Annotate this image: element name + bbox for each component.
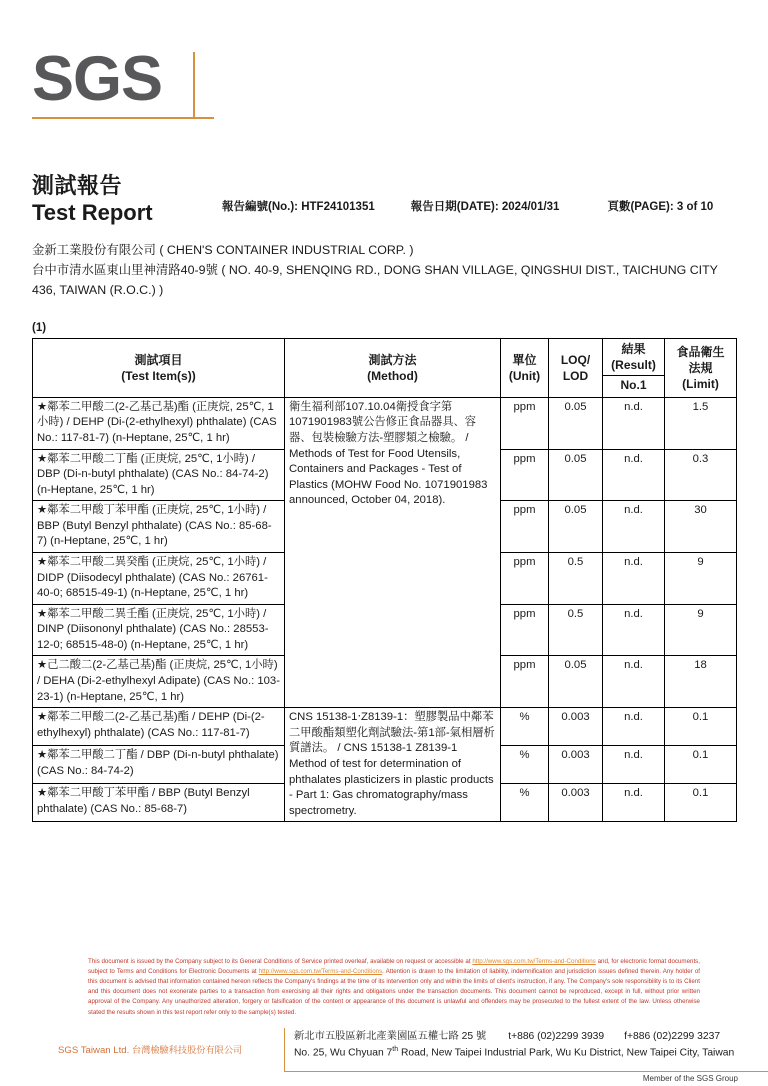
- footer-address-line-cn: [294, 1029, 744, 1045]
- cell-result: n.d.: [603, 656, 665, 708]
- report-page-value: 3 of 10: [676, 201, 714, 213]
- header-loq-line2: LOD: [562, 368, 589, 383]
- table-row: [33, 708, 737, 746]
- header-result-sample-no: No.1: [620, 378, 647, 393]
- cell-limit: 0.1: [665, 746, 737, 784]
- report-number-value: HTF24101351: [301, 201, 375, 213]
- report-date-label: 報告日期(DATE):: [410, 201, 502, 213]
- footer-address-en-pre: No. 25, Wu Chyuan 7: [294, 1047, 393, 1059]
- report-date-value: 2024/01/31: [501, 201, 560, 213]
- cell-test-item: ★鄰苯二甲酸丁苯甲酯 (正庚烷, 25℃, 1小時) / BBP (Butyl Benzyl phthalate) (CAS No.: 85-68-7) (n-Heptane, 25℃, 1 hr): [33, 501, 285, 553]
- footer-address-line-en: [294, 1045, 744, 1061]
- cell-test-item: ★鄰苯二甲酸二丁酯 / DBP (Di-n-butyl phthalate) (CAS No.: 84-74-2): [33, 746, 285, 784]
- table-body: [33, 397, 737, 821]
- cell-limit: 0.3: [665, 449, 737, 501]
- header-limit-en: (Limit): [682, 376, 719, 391]
- cell-result: n.d.: [603, 784, 665, 822]
- header-result-en: (Result): [611, 357, 656, 372]
- cell-unit: ppm: [501, 656, 549, 708]
- cell-loq: 0.5: [549, 604, 603, 656]
- footer-vertical-rule: [284, 1028, 285, 1072]
- cell-loq: 0.003: [549, 784, 603, 822]
- client-address: 台中市清水區東山里神清路40-9號 ( NO. 40-9, SHENQING RD., DONG SHAN VILLAGE, QINGSHUI DIST., TAICHUNG CITY 436, TAIWAN (R.O.C.) ): [32, 263, 718, 298]
- cell-test-item: ★鄰苯二甲酸二異壬酯 (正庚烷, 25℃, 1小時) / DINP (Diisononyl phthalate) (CAS No.: 28553-12-0; 68515-48-0) (n-Heptane, 25℃, 1 hr): [33, 604, 285, 656]
- section-label: (1): [32, 322, 47, 334]
- footer-company-cn: 台灣檢驗科技股份有限公司: [131, 1045, 243, 1055]
- cell-result: n.d.: [603, 397, 665, 449]
- report-page: [607, 198, 713, 214]
- cell-loq: 0.05: [549, 656, 603, 708]
- cell-loq: 0.003: [549, 746, 603, 784]
- header-unit-cn: 單位: [512, 352, 537, 367]
- cell-unit: ppm: [501, 604, 549, 656]
- footer-address-cn: 新北市五股區新北產業園區五權七路 25 號: [294, 1031, 487, 1042]
- report-date: [411, 198, 560, 214]
- disclaimer-part-2: and, for electronic format documents, subject to Terms and Conditions for Electronic Documents at: [88, 958, 700, 976]
- footer-address-block: [294, 1029, 744, 1061]
- footer-address-ordinal: th: [392, 1045, 399, 1053]
- footer-member-note: Member of the SGS Group: [642, 1074, 738, 1083]
- client-info: [32, 240, 738, 300]
- header-method-cn: 測試方法: [368, 352, 417, 367]
- cell-loq: 0.003: [549, 708, 603, 746]
- cell-limit: 30: [665, 501, 737, 553]
- cell-method-group-1: 衛生福利部107.10.04衛授食字第1071901983號公告修正食品器具、容器、包裝檢驗方法-塑膠類之檢驗。 / Methods of Test for Food Utensils, Containers and Packages - Test of Plastics (MOHW Food No. 1071901983 announced, October 04, 2018).: [285, 397, 501, 707]
- cell-test-item: ★鄰苯二甲酸丁苯甲酯 / BBP (Butyl Benzyl phthalate) (CAS No.: 85-68-7): [33, 784, 285, 822]
- cell-unit: %: [501, 708, 549, 746]
- footer-address-en-post: Road, New Taipei Industrial Park, Wu Ku District, New Taipei City, Taiwan: [398, 1047, 735, 1059]
- header-limit-cn2: 法規: [688, 360, 713, 375]
- report-number: [222, 198, 375, 214]
- footer-company-name: [58, 1042, 242, 1056]
- logo-vertical-rule: [193, 52, 195, 119]
- footer-fax: f+886 (02)2299 3237: [624, 1031, 721, 1042]
- cell-result: n.d.: [603, 708, 665, 746]
- logo-horizontal-rule: [32, 117, 214, 119]
- cell-result: n.d.: [603, 604, 665, 656]
- cell-limit: 18: [665, 656, 737, 708]
- cell-limit: 0.1: [665, 708, 737, 746]
- cell-method-group-2: CNS 15138-1‧Z8139-1：塑膠製品中鄰苯二甲酸酯類塑化劑試驗法-第1部-氣相層析質譜法。 / CNS 15138-1 Z8139-1 Method of test for determination of phthalates plasticizers in plastic products - Part 1: Gas chromatography/mass spectrometry.: [285, 708, 501, 822]
- page-footer: [32, 1028, 738, 1082]
- disclaimer-part-3: . Attention is drawn to the limitation of liability, indemnification and jurisdiction issues defined therein. Any holder of this document is advised that information contained hereon reflects the Company's findings at the time of its intervention only and within the limits of client's instruction, if any. The Company's sole responsibility is to its Client and this document does not exonerate parties to a transaction from exercising all their rights and obligations under the transaction documents. This document cannot be reproduced, except in full, without prior written approval of the Company. Any unauthorized alteration, forgery or falsification of the content or appearance of this document is unlawful and offenders may be prosecuted to the fullest extent of the law. Unless otherwise stated the results shown in this test report refer only to the sample(s) tested.: [88, 968, 700, 1016]
- cell-test-item: ★鄰苯二甲酸二(2-乙基己基)酯 / DEHP (Di-(2-ethylhexyl) phthalate) (CAS No.: 117-81-7): [33, 708, 285, 746]
- cell-limit: 9: [665, 604, 737, 656]
- header-item-en: (Test Item(s)): [121, 368, 196, 383]
- report-number-label: 報告編號(No.):: [222, 201, 302, 213]
- page-title-cn: 測試報告: [32, 173, 123, 198]
- column-header-method: [285, 339, 501, 398]
- sgs-logo-text: SGS: [32, 44, 163, 114]
- footer-horizontal-rule: [284, 1071, 768, 1072]
- header-item-cn: 測試項目: [134, 352, 183, 367]
- cell-limit: 1.5: [665, 397, 737, 449]
- cell-loq: 0.05: [549, 501, 603, 553]
- cell-result: n.d.: [603, 449, 665, 501]
- header-result-cn: 結果: [621, 342, 646, 356]
- report-title-zone: [32, 172, 742, 226]
- header-method-en: (Method): [367, 368, 418, 383]
- disclaimer-part-1: This document is issued by the Company subject to its General Conditions of Service printed overleaf, available on request or accessible at: [88, 958, 473, 965]
- terms-and-conditions-link-1[interactable]: http://www.sgs.com.tw/Terms-and-Conditions: [472, 958, 596, 965]
- cell-result: n.d.: [603, 501, 665, 553]
- cell-test-item: ★鄰苯二甲酸二異癸酯 (正庚烷, 25℃, 1小時) / DIDP (Diisodecyl phthalate) (CAS No.: 26761-40-0; 68515-49-1) (n-Heptane, 25℃, 1 hr): [33, 552, 285, 604]
- cell-limit: 0.1: [665, 784, 737, 822]
- sgs-logo: [32, 44, 262, 132]
- cell-unit: ppm: [501, 397, 549, 449]
- column-header-test-item: [33, 339, 285, 398]
- footer-company-en: SGS Taiwan Ltd.: [58, 1045, 130, 1056]
- cell-unit: ppm: [501, 449, 549, 501]
- column-header-unit: [501, 339, 549, 398]
- cell-unit: %: [501, 746, 549, 784]
- column-header-loq-lod: [549, 339, 603, 398]
- terms-and-conditions-link-2[interactable]: http://www.sgs.com.tw/Terms-and-Conditions: [258, 968, 383, 976]
- header-loq-line1: LOQ/: [560, 352, 591, 367]
- cell-loq: 0.05: [549, 449, 603, 501]
- cell-unit: ppm: [501, 552, 549, 604]
- column-header-result: [603, 339, 665, 398]
- cell-test-item: ★己二酸二(2-乙基己基)酯 (正庚烷, 25℃, 1小時) / DEHA (Di-2-ethylhexyl Adipate) (CAS No.: 103-23-1) (n-Heptane, 25℃, 1 hr): [33, 656, 285, 708]
- page-title-en: Test Report: [32, 199, 153, 225]
- table-header-row: [33, 339, 737, 398]
- legal-disclaimer: [88, 957, 700, 1018]
- client-name: 金新工業股份有限公司 ( CHEN'S CONTAINER INDUSTRIAL CORP. ): [32, 243, 414, 257]
- cell-unit: ppm: [501, 501, 549, 553]
- cell-unit: %: [501, 784, 549, 822]
- footer-telephone: t+886 (02)2299 3939: [508, 1031, 605, 1042]
- report-page-label: 頁數(PAGE):: [607, 201, 677, 213]
- test-results-table: [32, 338, 737, 822]
- cell-test-item: ★鄰苯二甲酸二(2-乙基己基)酯 (正庚烷, 25℃, 1小時) / DEHP (Di-(2-ethylhexyl) phthalate) (CAS No.: 117-81-7) (n-Heptane, 25℃, 1 hr): [33, 397, 285, 449]
- column-header-limit: [665, 339, 737, 398]
- cell-limit: 9: [665, 552, 737, 604]
- cell-result: n.d.: [603, 552, 665, 604]
- header-unit-en: (Unit): [508, 368, 541, 383]
- report-meta-row: [222, 198, 768, 214]
- cell-result: n.d.: [603, 746, 665, 784]
- header-limit-cn1: 食品衛生: [676, 344, 725, 359]
- cell-loq: 0.05: [549, 397, 603, 449]
- table-row: [33, 397, 737, 449]
- cell-loq: 0.5: [549, 552, 603, 604]
- cell-test-item: ★鄰苯二甲酸二丁酯 (正庚烷, 25℃, 1小時) / DBP (Di-n-butyl phthalate) (CAS No.: 84-74-2) (n-Heptane, 25℃, 1 hr): [33, 449, 285, 501]
